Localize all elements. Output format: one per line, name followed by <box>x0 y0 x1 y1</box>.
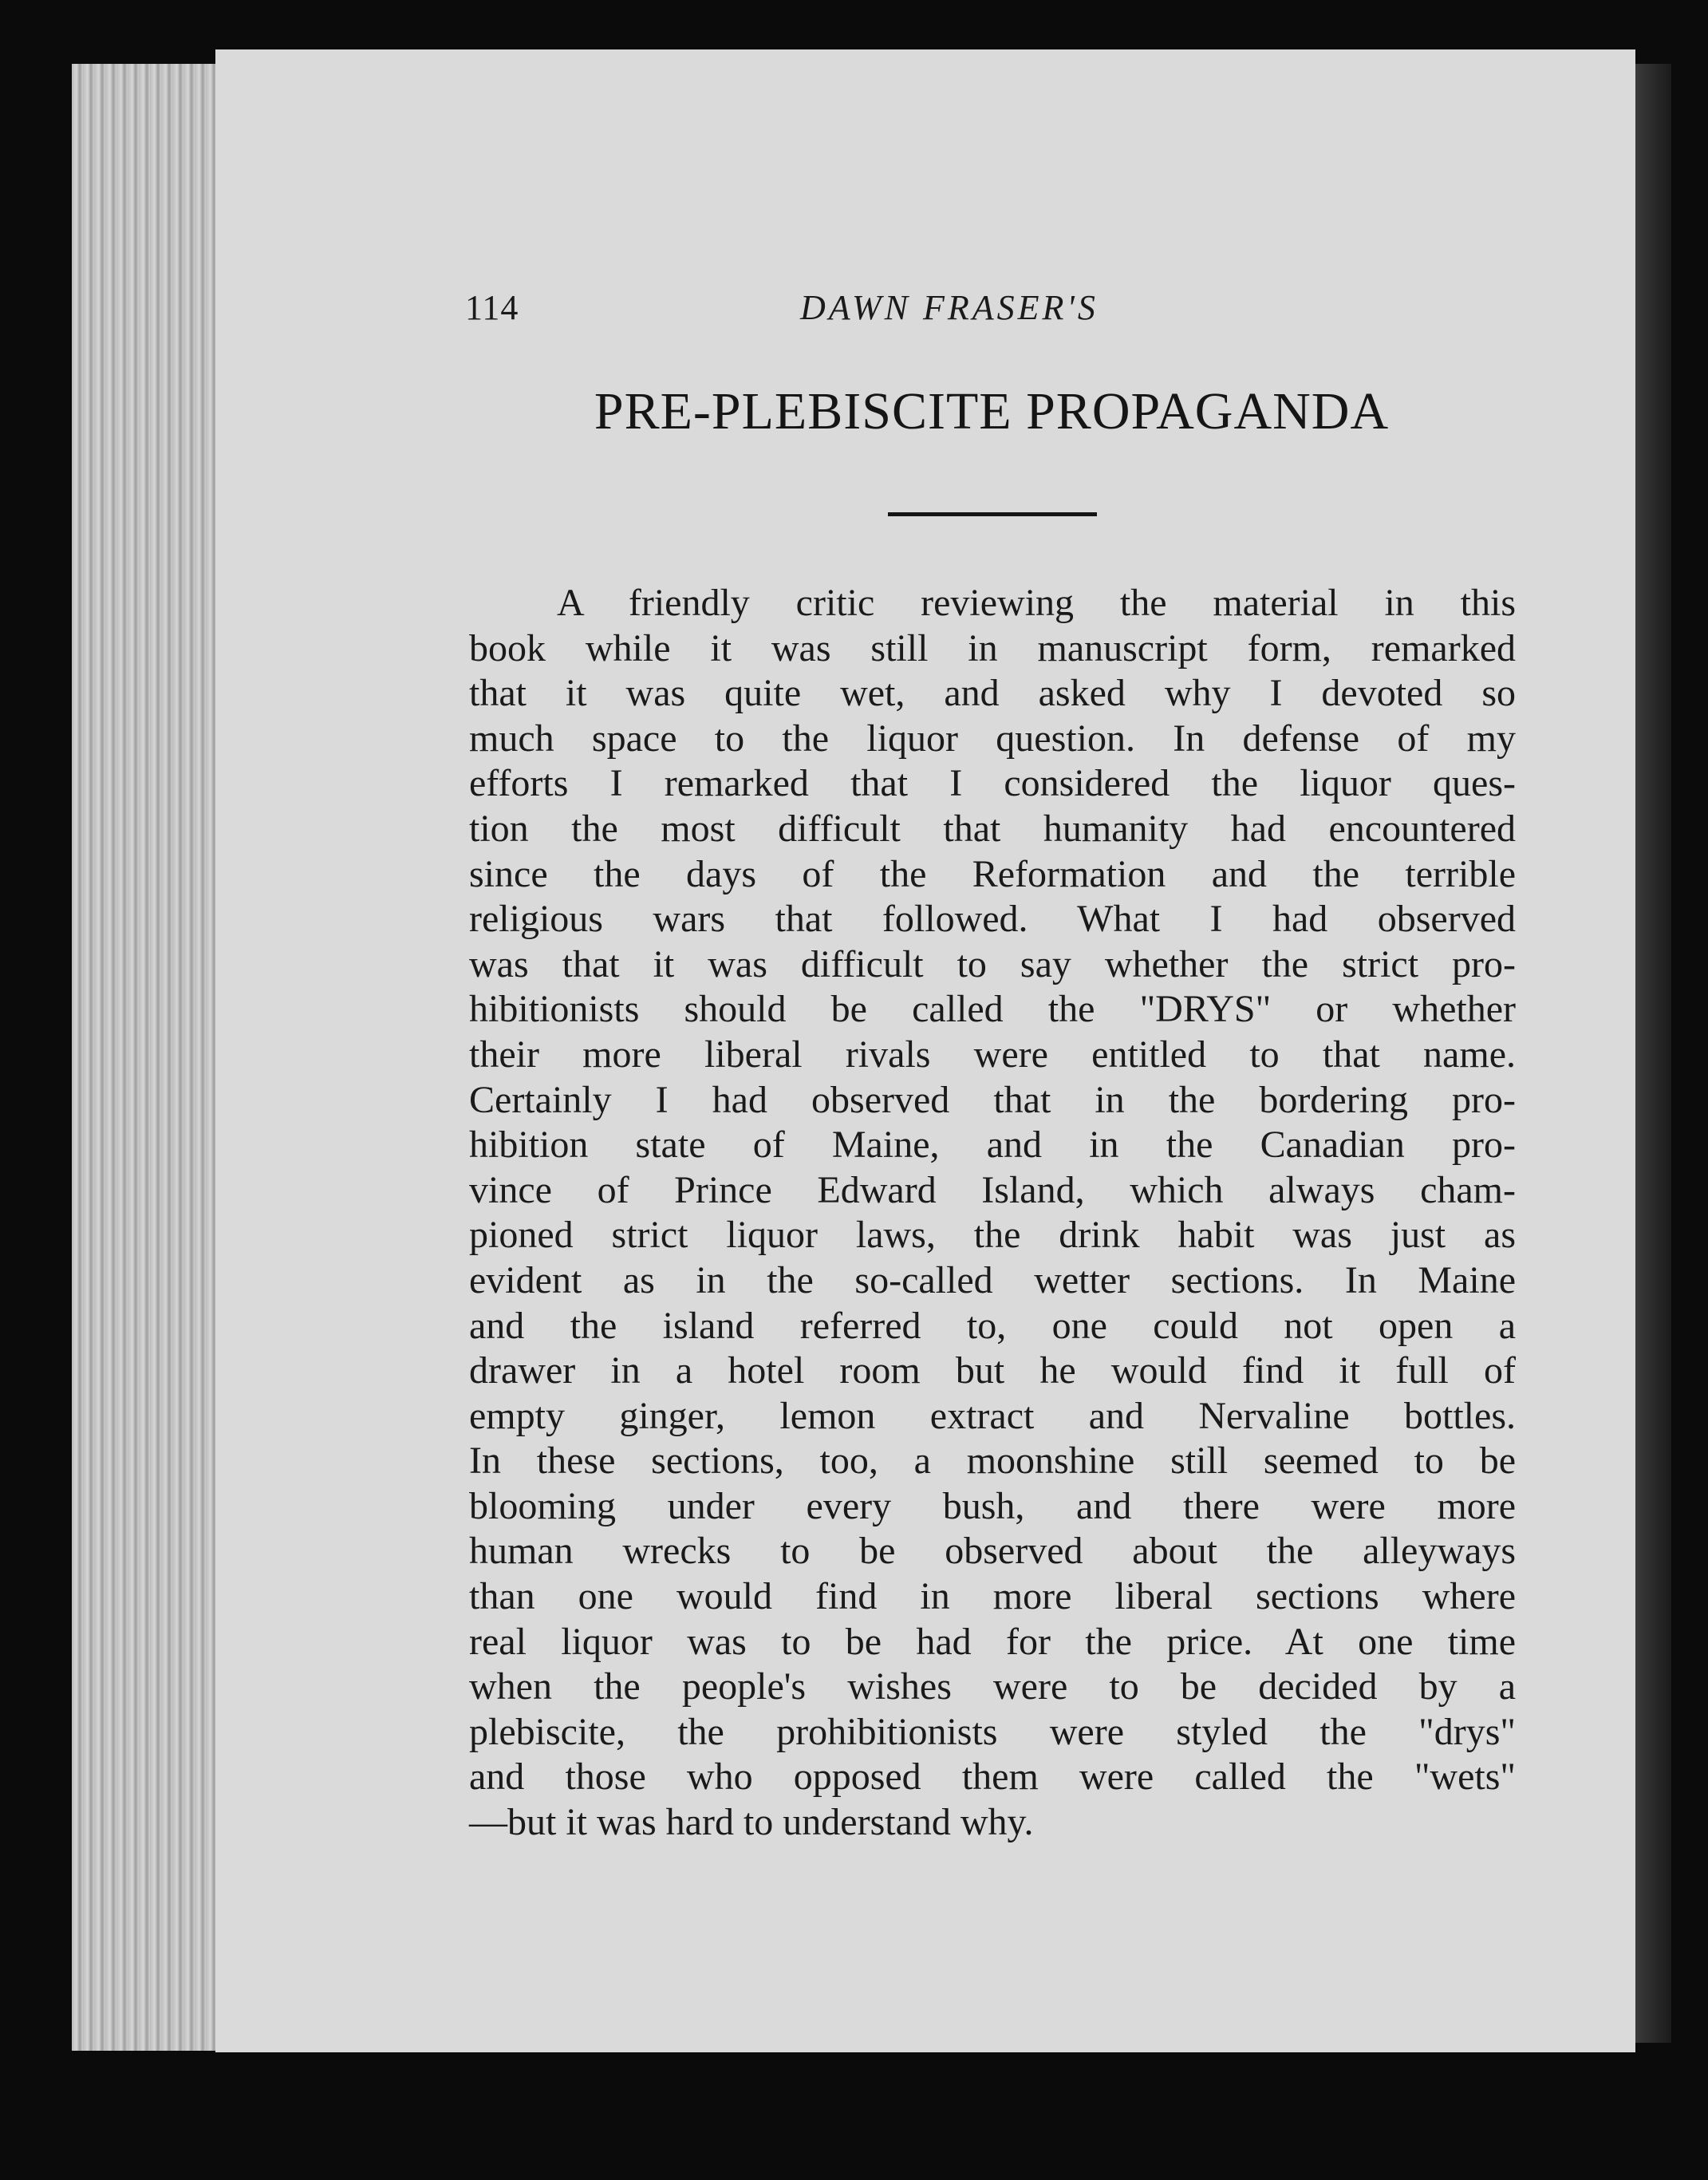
text-line: plebiscite, the prohibitionists were styled the "drys" <box>469 1710 1516 1753</box>
text-line: their more liberal rivals were entitled to that name. <box>469 1033 1516 1076</box>
title-rule <box>888 512 1097 516</box>
text-line: real liquor was to be had for the price. At one time <box>469 1620 1516 1663</box>
text-line: and those who opposed them were called the "wets" <box>469 1755 1516 1799</box>
page-number: 114 <box>465 288 519 327</box>
text-line: In these sections, too, a moonshine still seemed to be <box>469 1440 1516 1483</box>
text-line: tion the most difficult that humanity had encountered <box>469 807 1516 850</box>
text-line: efforts I remarked that I considered the liquor ques- <box>469 762 1516 805</box>
text-line: blooming under every bush, and there were more <box>469 1484 1516 1527</box>
chapter-title: PRE-PLEBISCITE PROPAGANDA <box>594 382 1390 440</box>
text-line: and the island referred to, one could not open a <box>469 1304 1516 1347</box>
text-line: when the people's wishes were to be decided by a <box>469 1665 1516 1708</box>
text-line: human wrecks to be observed about the alleyways <box>469 1530 1516 1573</box>
book-title: DAWN FRASER'S <box>800 288 1099 327</box>
text-line: hibition state of Maine, and in the Canadian pro- <box>469 1124 1516 1167</box>
text-line: A friendly critic reviewing the material in this <box>557 582 1516 624</box>
text-line: evident as in the so-called wetter sections. In Maine <box>469 1258 1516 1301</box>
text-line: religious wars that followed. What I had observed <box>469 898 1516 941</box>
text-line: that it was quite wet, and asked why I devoted so <box>469 672 1516 715</box>
text-line: pioned strict liquor laws, the drink habit was just as <box>469 1214 1516 1257</box>
text-line: since the days of the Reformation and the terrible <box>469 852 1516 895</box>
page-edges <box>72 64 231 2051</box>
book-spine-shadow <box>1635 64 1671 2043</box>
text-line: hibitionists should be called the "DRYS" or whether <box>469 988 1516 1031</box>
text-line: vince of Prince Edward Island, which always cham- <box>469 1168 1516 1211</box>
text-line: much space to the liquor question. In defense of my <box>469 717 1516 760</box>
running-head <box>465 287 1518 335</box>
text-line: was that it was difficult to say whether the strict pro- <box>469 942 1516 985</box>
text-line: book while it was still in manuscript form, remarked <box>469 626 1516 669</box>
body-text <box>469 581 1516 1846</box>
text-line: empty ginger, lemon extract and Nervaline bottles. <box>469 1394 1516 1437</box>
text-line: drawer in a hotel room but he would find it full of <box>469 1349 1516 1392</box>
text-line: —but it was hard to understand why. <box>469 1801 1034 1844</box>
text-line: Certainly I had observed that in the bordering pro- <box>469 1078 1516 1121</box>
text-line: than one would find in more liberal sections where <box>469 1575 1516 1618</box>
